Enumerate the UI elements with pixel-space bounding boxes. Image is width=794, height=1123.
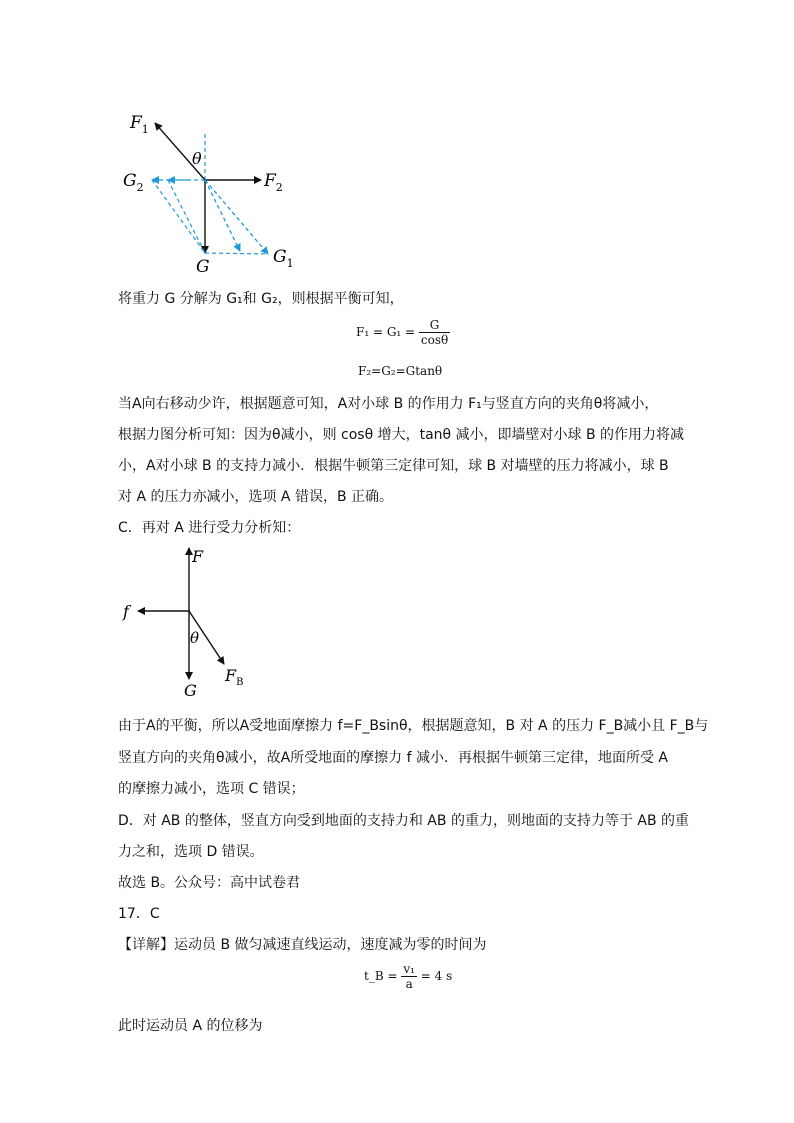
paragraph-analysis-line-3: 小，A对小球 B 的支持力减小．根据牛顿第三定律可知，球 B 对墙壁的压力将减小，球 B <box>118 458 669 474</box>
equation-time: t_B = $\frac{\text{v₁}}{a}$ = 4 s <box>364 962 453 991</box>
paragraph-friction-line-2: 竖直方向的夹角θ减小，故A所受地面的摩擦力 f 减小．再根据牛顿第三定律，地面所受 A <box>118 750 668 766</box>
paragraph-option-d-line-1: D．对 AB 的整体，竖直方向受到地面的支持力和 AB 的重力，则地面的支持力等于 AB 的重 <box>118 813 690 829</box>
force-diagram-block-a <box>118 543 258 703</box>
label-g-2: G <box>184 681 197 700</box>
svg-text:G1: $G_1$ <box>273 247 294 270</box>
label-theta-2: θ <box>190 629 200 647</box>
paragraph-friction-line-3: 的摩擦力减小，选项 C 错误； <box>118 781 305 797</box>
label-f2: F <box>264 171 276 191</box>
parallelogram-edge <box>205 253 268 254</box>
equation-f1: F₁ = G₁ = $\frac{G}{\cos\theta}$ <box>356 318 449 347</box>
paragraph-analysis-line-4: 对 A 的压力亦减小，选项 A 错误，B 正确。 <box>118 489 394 505</box>
label-theta: θ <box>192 149 202 168</box>
svg-text:G2: $G_2$ <box>123 171 144 194</box>
paragraph-decompose: 将重力 G 分解为 G₁和 G₂，则根据平衡可知， <box>118 291 404 307</box>
paragraph-analysis-line-2: 根据力图分析可知：因为θ减小，则 cosθ 增大，tanθ 减小，即墙壁对小球 B 的作用力将减 <box>118 427 685 443</box>
question-17-answer: 17．C <box>118 906 160 922</box>
paragraph-option-d-line-2: 力之和，选项 D 错误。 <box>118 844 264 860</box>
label-f1: F <box>130 113 142 133</box>
label-f: F <box>192 547 204 566</box>
equation-f2: F₂=G₂=Gtanθ <box>358 364 443 378</box>
force-diagram-ball-b <box>118 108 308 278</box>
label-friction: f <box>123 602 129 621</box>
label-g: G <box>196 257 210 277</box>
paragraph-displacement: 此时运动员 A 的位移为 <box>118 1018 263 1034</box>
svg-text:F2: $F_2$ <box>264 171 283 194</box>
arrow-g1-short <box>205 180 240 251</box>
paragraph-analysis-line-1: 当A向右移动少许，根据题意可知，A对小球 B 的作用力 F₁与竖直方向的夹角θ将减小， <box>118 396 659 412</box>
paragraph-answer: 故选 B。公众号：高中试卷君 <box>118 875 301 891</box>
svg-text:F1: $F_1$ <box>130 113 149 136</box>
parallelogram-edge <box>152 180 205 253</box>
paragraph-detail: 【详解】运动员 B 做匀减速直线运动，速度减为零的时间为 <box>118 937 487 953</box>
label-fb: F <box>225 666 237 685</box>
paragraph-friction-line-1: 由于A的平衡，所以A受地面摩擦力 f=F_Bsinθ，根据题意知，B 对 A 的压力 F_B减小且 F_B与 <box>118 718 709 734</box>
label-g1: G <box>273 247 287 267</box>
svg-text:FB: $F_B$ <box>225 666 244 688</box>
label-g2: G <box>123 171 137 191</box>
parallelogram-edge <box>168 180 205 253</box>
paragraph-option-c-intro: C．再对 A 进行受力分析知： <box>118 520 301 536</box>
